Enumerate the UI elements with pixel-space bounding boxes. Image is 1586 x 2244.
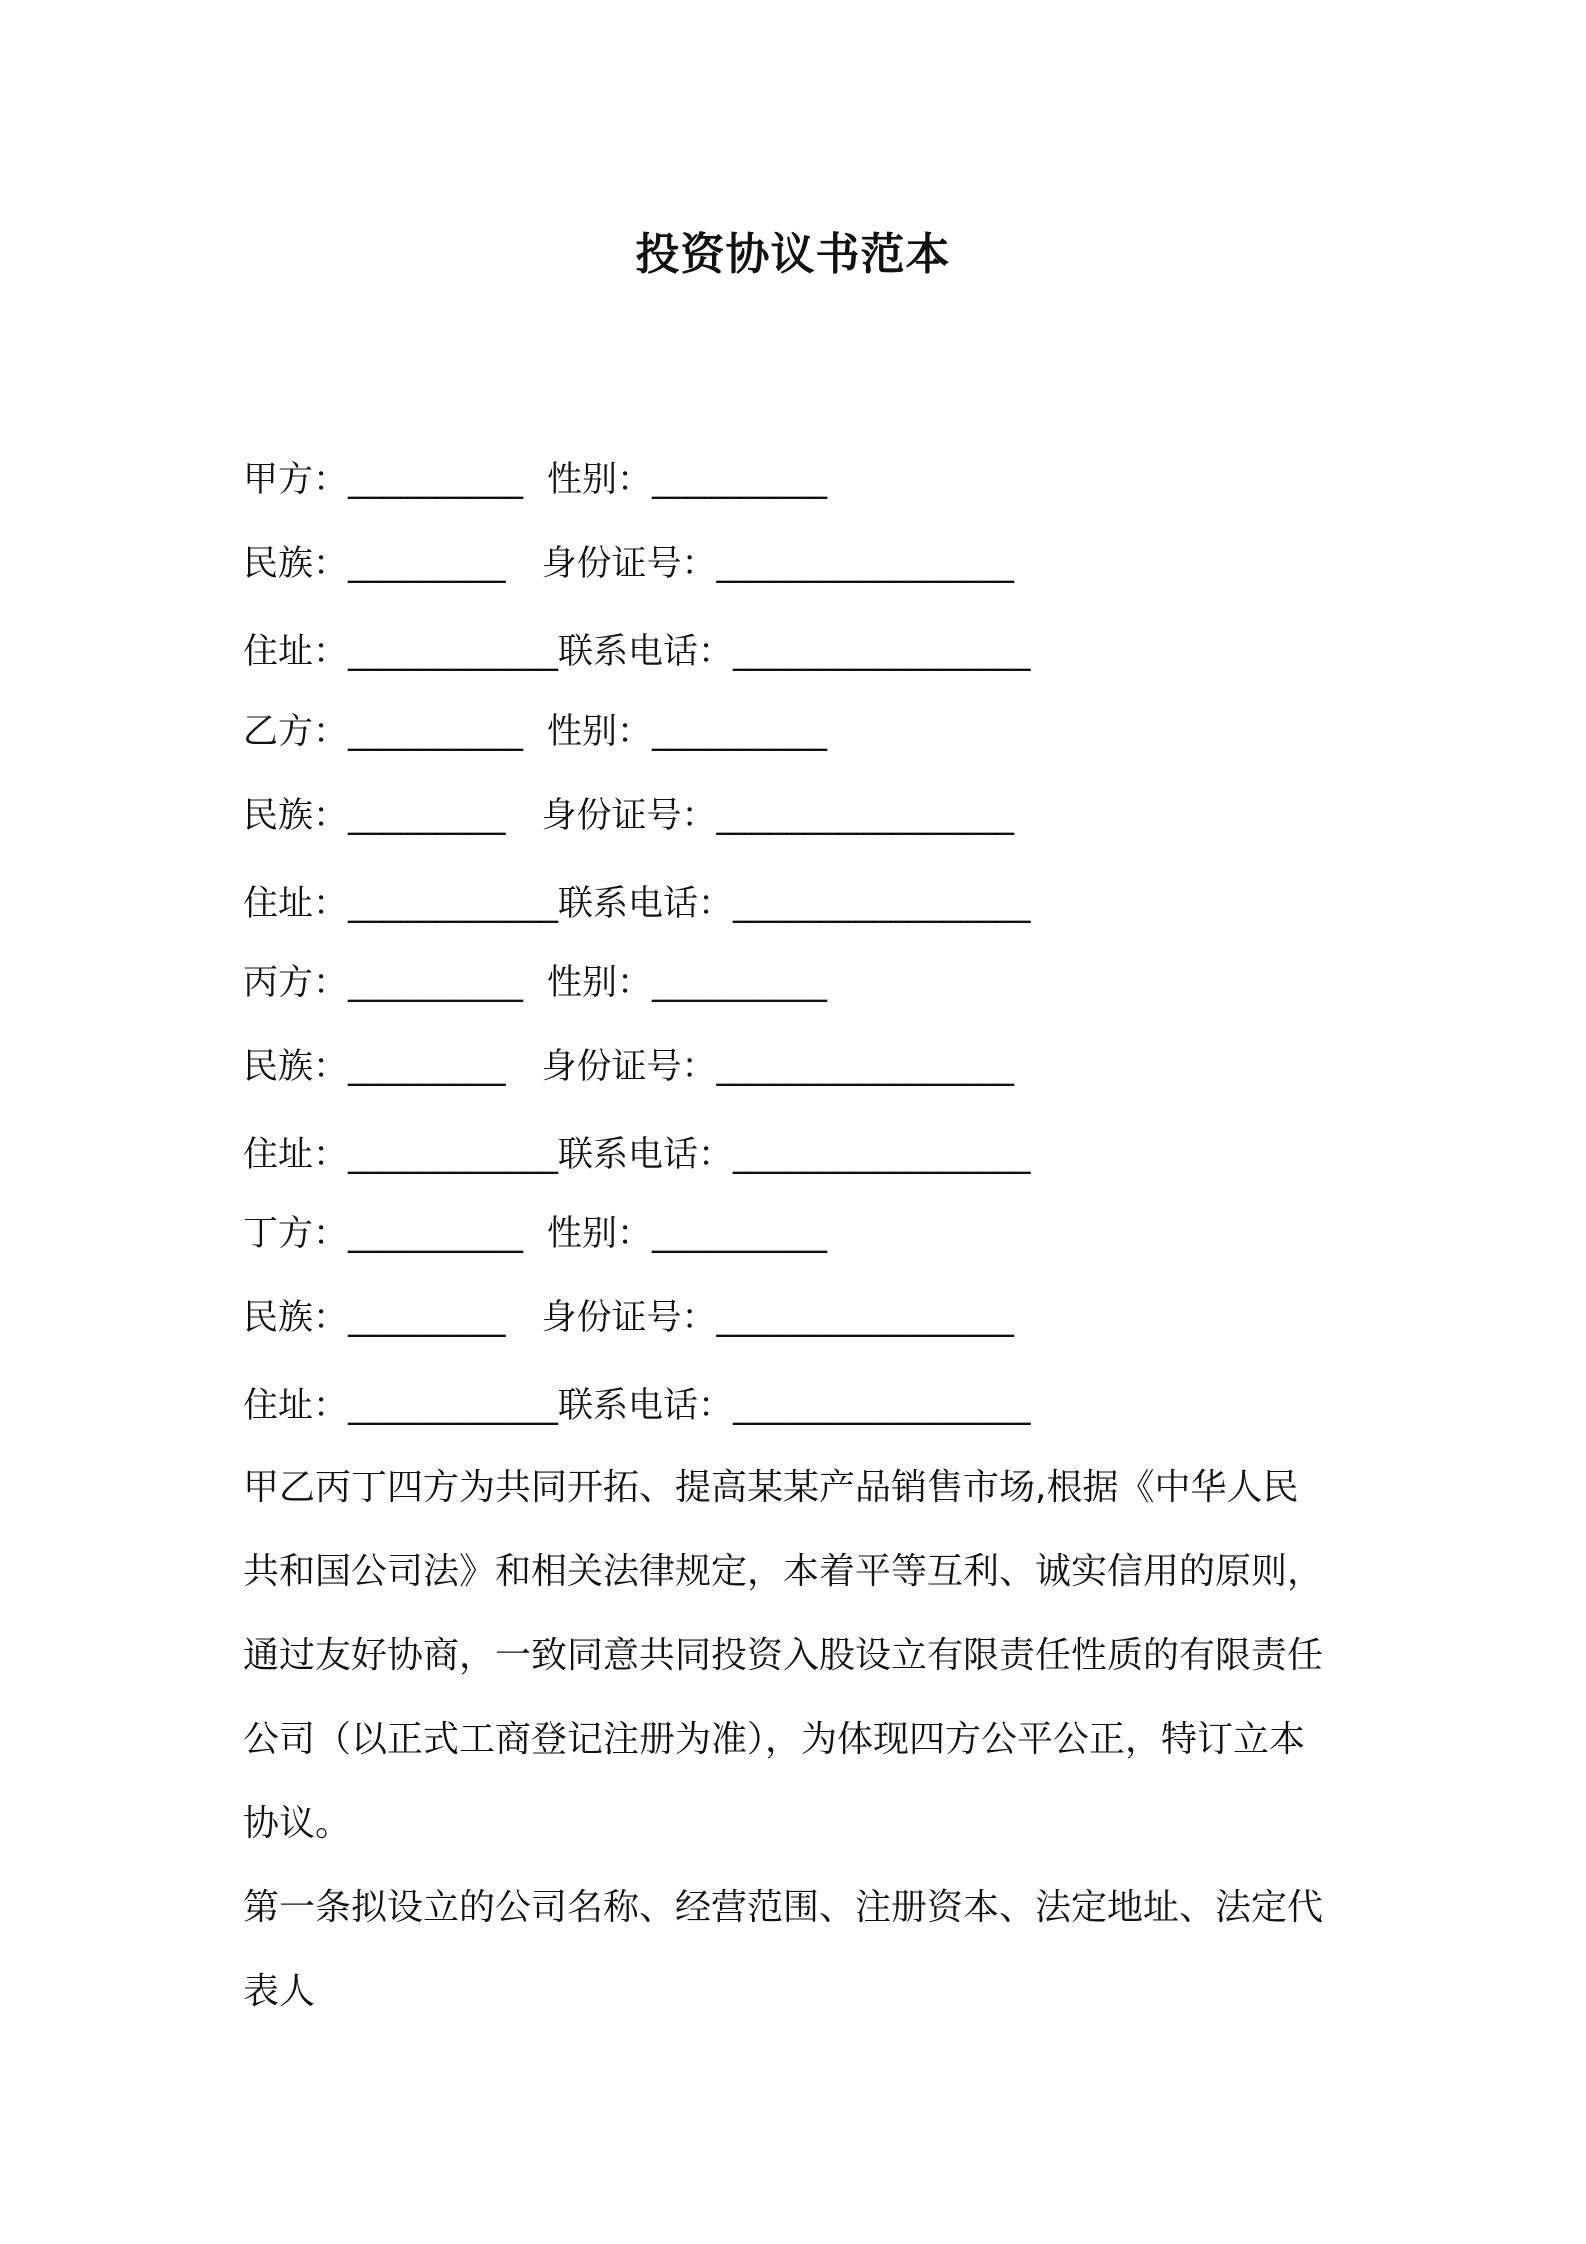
id-number-label: 身份证号： bbox=[541, 1298, 717, 1338]
preamble-line: 协议。 bbox=[243, 1803, 352, 1844]
gender-label: 性别： bbox=[547, 1214, 653, 1254]
party-c-ethnic-row bbox=[243, 1042, 1014, 1092]
name-blank: __________ bbox=[348, 712, 524, 752]
party-b-name-row bbox=[243, 707, 827, 757]
gender-blank: __________ bbox=[652, 1214, 828, 1254]
party-label: 乙方： bbox=[243, 712, 349, 752]
address-label: 住址： bbox=[243, 1386, 349, 1426]
gender-blank: __________ bbox=[652, 460, 828, 500]
party-a-name-row bbox=[243, 455, 827, 505]
address-blank: ____________ bbox=[348, 1386, 559, 1426]
id-number-blank: _________________ bbox=[716, 1047, 1015, 1087]
gender-label: 性别： bbox=[547, 460, 653, 500]
address-label: 住址： bbox=[243, 884, 349, 924]
gender-label: 性别： bbox=[547, 712, 653, 752]
preamble-line: 甲乙丙丁四方为共同开拓、提高某某产品销售市场,根据《中华人民 bbox=[243, 1467, 1299, 1508]
gender-blank: __________ bbox=[652, 712, 828, 752]
party-d-address-row bbox=[243, 1381, 1031, 1431]
ethnic-blank: _________ bbox=[348, 1298, 506, 1338]
party-a-address-row bbox=[243, 627, 1031, 677]
id-number-blank: _________________ bbox=[716, 796, 1015, 836]
phone-label: 联系电话： bbox=[558, 1386, 734, 1426]
party-a-ethnic-row bbox=[243, 539, 1014, 589]
article-1-heading bbox=[243, 1866, 1363, 2034]
id-number-label: 身份证号： bbox=[541, 544, 717, 584]
name-blank: __________ bbox=[348, 460, 524, 500]
id-number-label: 身份证号： bbox=[541, 1047, 717, 1087]
ethnic-label: 民族： bbox=[243, 544, 349, 584]
article-line: 表人 bbox=[243, 1971, 316, 2012]
phone-blank: _________________ bbox=[733, 1386, 1031, 1426]
party-c-address-row bbox=[243, 1130, 1031, 1180]
party-label: 丙方： bbox=[243, 963, 349, 1003]
party-label: 甲方： bbox=[243, 460, 349, 500]
ethnic-label: 民族： bbox=[243, 1298, 349, 1338]
ethnic-blank: _________ bbox=[348, 796, 506, 836]
gender-label: 性别： bbox=[547, 963, 653, 1003]
name-blank: __________ bbox=[348, 963, 524, 1003]
party-d-ethnic-row bbox=[243, 1293, 1014, 1343]
address-label: 住址： bbox=[243, 632, 349, 672]
preamble-paragraph bbox=[243, 1446, 1363, 1866]
ethnic-label: 民族： bbox=[243, 1047, 349, 1087]
name-blank: __________ bbox=[348, 1214, 524, 1254]
id-number-blank: _________________ bbox=[716, 1298, 1015, 1338]
document-title: 投资协议书范本 bbox=[635, 229, 951, 280]
ethnic-blank: _________ bbox=[348, 1047, 506, 1087]
party-d-name-row bbox=[243, 1209, 827, 1259]
preamble-line: 公司（以正式工商登记注册为准），为体现四方公平公正，特订立本 bbox=[243, 1719, 1306, 1760]
address-label: 住址： bbox=[243, 1135, 349, 1175]
id-number-label: 身份证号： bbox=[541, 796, 717, 836]
phone-label: 联系电话： bbox=[558, 884, 734, 924]
phone-blank: _________________ bbox=[733, 884, 1031, 924]
id-number-blank: _________________ bbox=[716, 544, 1015, 584]
preamble-line: 共和国公司法》和相关法律规定，本着平等互利、诚实信用的原则， bbox=[243, 1551, 1324, 1592]
phone-blank: _________________ bbox=[733, 1135, 1031, 1175]
ethnic-blank: _________ bbox=[348, 544, 506, 584]
address-blank: ____________ bbox=[348, 1135, 559, 1175]
ethnic-label: 民族： bbox=[243, 796, 349, 836]
address-blank: ____________ bbox=[348, 632, 559, 672]
phone-blank: _________________ bbox=[733, 632, 1031, 672]
article-line: 第一条拟设立的公司名称、经营范围、注册资本、法定地址、法定代 bbox=[243, 1887, 1324, 1928]
address-blank: ____________ bbox=[348, 884, 559, 924]
party-label: 丁方： bbox=[243, 1214, 349, 1254]
phone-label: 联系电话： bbox=[558, 632, 734, 672]
party-b-address-row bbox=[243, 879, 1031, 929]
party-b-ethnic-row bbox=[243, 791, 1014, 841]
party-c-name-row bbox=[243, 958, 827, 1008]
phone-label: 联系电话： bbox=[558, 1135, 734, 1175]
preamble-line: 通过友好协商，一致同意共同投资入股设立有限责任性质的有限责任 bbox=[243, 1635, 1324, 1676]
gender-blank: __________ bbox=[652, 963, 828, 1003]
